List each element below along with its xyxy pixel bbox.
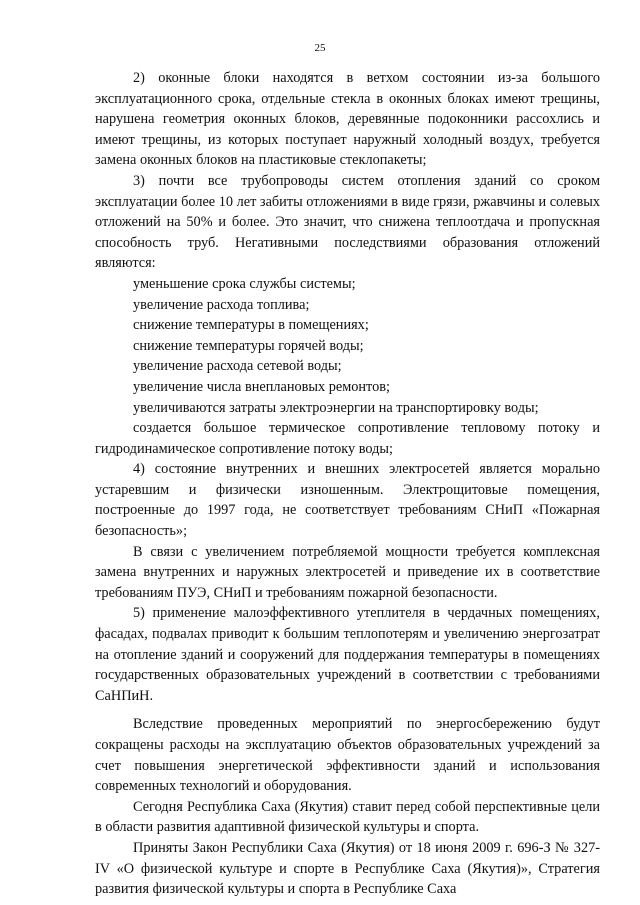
paragraph: 2) оконные блоки находятся в ветхом состоянии из-за большого эксплуатационного срока, отдельные стекла в оконных блоках имеют трещины, нарушена геометрия оконных блоков, деревянные подоконники рассохлись и имеют трещины, из которых поступает наружный холодный воздух, требуется замена оконных блоков на пластиковые стеклопакеты; xyxy=(95,70,600,169)
paragraph: Вследствие проведенных мероприятий по энергосбережению будут сокращены расходы на эксплуатацию объектов образовательных учреждений за счет повышения энергетической эффективности зданий и использования современных технологий и оборудования. xyxy=(95,716,600,795)
list-item: увеличиваются затраты электроэнергии на транспортировку воды; xyxy=(133,399,539,416)
paragraph: В связи с увеличением потребляемой мощности требуется комплексная замена внутренних и наружных электросетей и приведение их в соответствие требованиям ПУЭ, СНиП и требованиям пожарной безопасности. xyxy=(95,543,600,601)
list-item: снижение температуры горячей воды; xyxy=(133,337,364,354)
paragraph: 3) почти все трубопроводы систем отопления зданий со сроком эксплуатации более 10 лет забиты отложениями в виде грязи, ржавчины и солевых отложений на 50% и более. Это значит, что снижена теплоотдача и пропускная способность труб. Негативными последствиями образования отложений являются: xyxy=(95,172,600,272)
list-item: уменьшение срока службы системы; xyxy=(133,275,356,292)
document-body xyxy=(95,68,600,900)
paragraph: 4) состояние внутренних и внешних электросетей является морально устаревшим и физически изношенным. Электрощитовые помещения, построенные до 1997 года, не соответствует требованиям СНиП «Пожарная безопасность»; xyxy=(95,461,600,540)
list-item: увеличение числа внеплановых ремонтов; xyxy=(133,378,390,395)
paragraph: Сегодня Республика Саха (Якутия) ставит перед собой перспективные цели в области развития адаптивной физической культуры и спорта. xyxy=(95,798,600,836)
list-item: увеличение расхода сетевой воды; xyxy=(133,358,342,375)
paragraph: 5) применение малоэффективного утеплителя в чердачных помещениях, фасадах, подвалах приводит к большим теплопотерям и увеличению энергозатрат на отопление зданий и сооружений для поддержания температуры в помещениях государственных образовательных учреждений в соответствии с требованиями СаНПиН. xyxy=(95,605,600,704)
list-item: увеличение расхода топлива; xyxy=(133,296,310,313)
paragraph: Приняты Закон Республики Саха (Якутия) от 18 июня 2009 г. 696-З № 327-IV «О физической культуре и спорте в Республике Саха (Якутия)», Стратегия развития физической культуры и спорта в Республике Саха xyxy=(95,839,600,898)
page-number: 25 xyxy=(314,42,326,54)
list-item: снижение температуры в помещениях; xyxy=(133,317,369,334)
paragraph: создается большое термическое сопротивление тепловому потоку и гидродинамическое сопротивление потоку воды; xyxy=(95,420,600,457)
